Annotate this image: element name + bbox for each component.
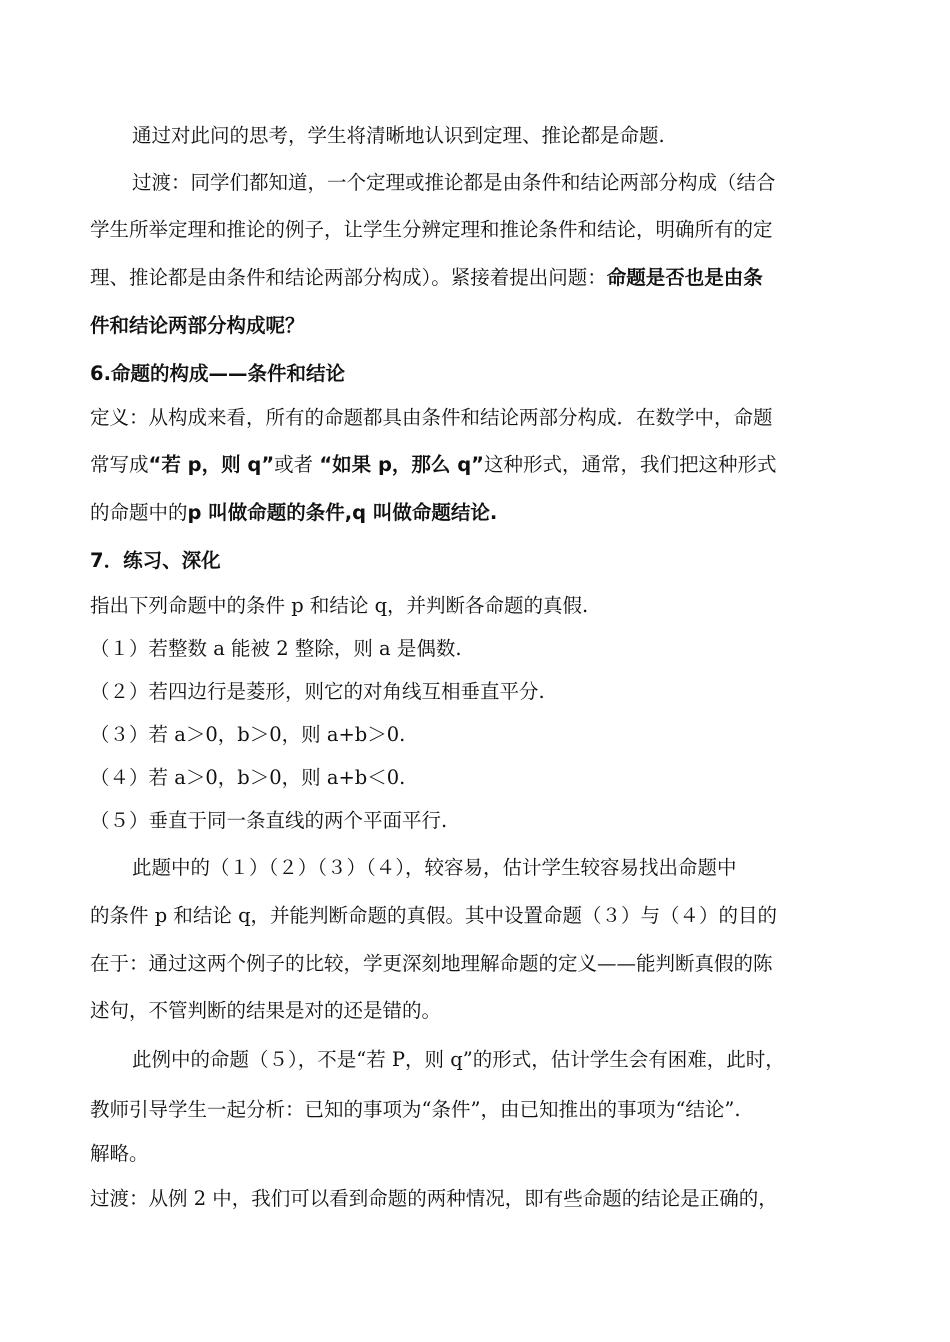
text-run: 这种形式， (484, 453, 582, 476)
paragraph-line: 此例中的命题（５），不是“若 P，则 q”的形式，估计学生会有困难，此时， (132, 1048, 785, 1071)
paragraph-line: 述句，不管判断的结果是对的还是错的。 (90, 999, 442, 1022)
paragraph-line: 过渡：从例 2 中，我们可以看到命题的两种情况，即有些命题的结论是正确的， (90, 1187, 778, 1210)
text-run: 或者 (274, 453, 320, 476)
bold-question: 命题是否也是由条 (606, 266, 763, 289)
paragraph-line: 教师引导学生一起分析：已知的事项为“条件”，由已知推出的事项为“结论”. (90, 1098, 741, 1121)
exercise-item: （３）若 a＞0，b＞0，则 a+b＞0. (90, 723, 406, 746)
bold-form-1: “若 p，则 q” (148, 453, 275, 476)
text-run: 常写成 (90, 453, 149, 476)
paragraph-line: 通过对此问的思考，学生将清晰地认识到定理、推论都是命题. (132, 124, 665, 147)
paragraph-line: 过渡：同学们都知道，一个定理或推论都是由条件和结论两部分构成（结合 (132, 171, 776, 194)
paragraph-line: 此题中的（１）（２）（３）（４），较容易，估计学生较容易找出命题中 (132, 856, 737, 879)
bold-question-line: 件和结论两部分构成呢？ (90, 314, 305, 337)
exercise-intro: 指出下列命题中的条件 p 和结论 q，并判断各命题的真假. (90, 594, 589, 617)
section-heading-7: 7．练习、深化 (90, 549, 221, 572)
exercise-item: （１）若整数 a 能被 2 整除，则 a 是偶数. (90, 637, 462, 660)
paragraph-line: 解略。 (90, 1142, 149, 1165)
paragraph-line (90, 265, 763, 291)
paragraph-line: 在于：通过这两个例子的比较，学更深刻地理解命题的定义——能判断真假的陈 (90, 952, 773, 975)
bold-definition: p 叫做命题的条件,q 叫做命题结论. (187, 501, 498, 524)
exercise-item: （２）若四边行是菱形，则它的对角线互相垂直平分. (90, 680, 545, 703)
bold-form-2: “如果 p，那么 q” (319, 453, 484, 476)
text-run: 理、推论都是由条件和结论两部分构成）。紧接着提出问题： (90, 266, 607, 289)
paragraph-line: 的条件 p 和结论 q，并能判断命题的真假。其中设置命题（３）与（４）的目的 (90, 904, 778, 927)
text-run: 通常，我们把这种形式 (581, 453, 777, 476)
section-heading-6: 6.命题的构成——条件和结论 (90, 362, 345, 385)
paragraph-line (90, 500, 497, 526)
text-run: 的命题中的 (90, 501, 188, 524)
paragraph-line: 学生所举定理和推论的例子，让学生分辨定理和推论条件和结论，明确所有的定 (90, 218, 773, 241)
paragraph-line: 定义：从构成来看，所有的命题都具由条件和结论两部分构成．在数学中，命题 (90, 406, 773, 429)
paragraph-line (90, 452, 777, 478)
exercise-item: （４）若 a＞0，b＞0，则 a+b＜0. (90, 766, 406, 789)
exercise-item: （５）垂直于同一条直线的两个平面平行. (90, 809, 448, 832)
